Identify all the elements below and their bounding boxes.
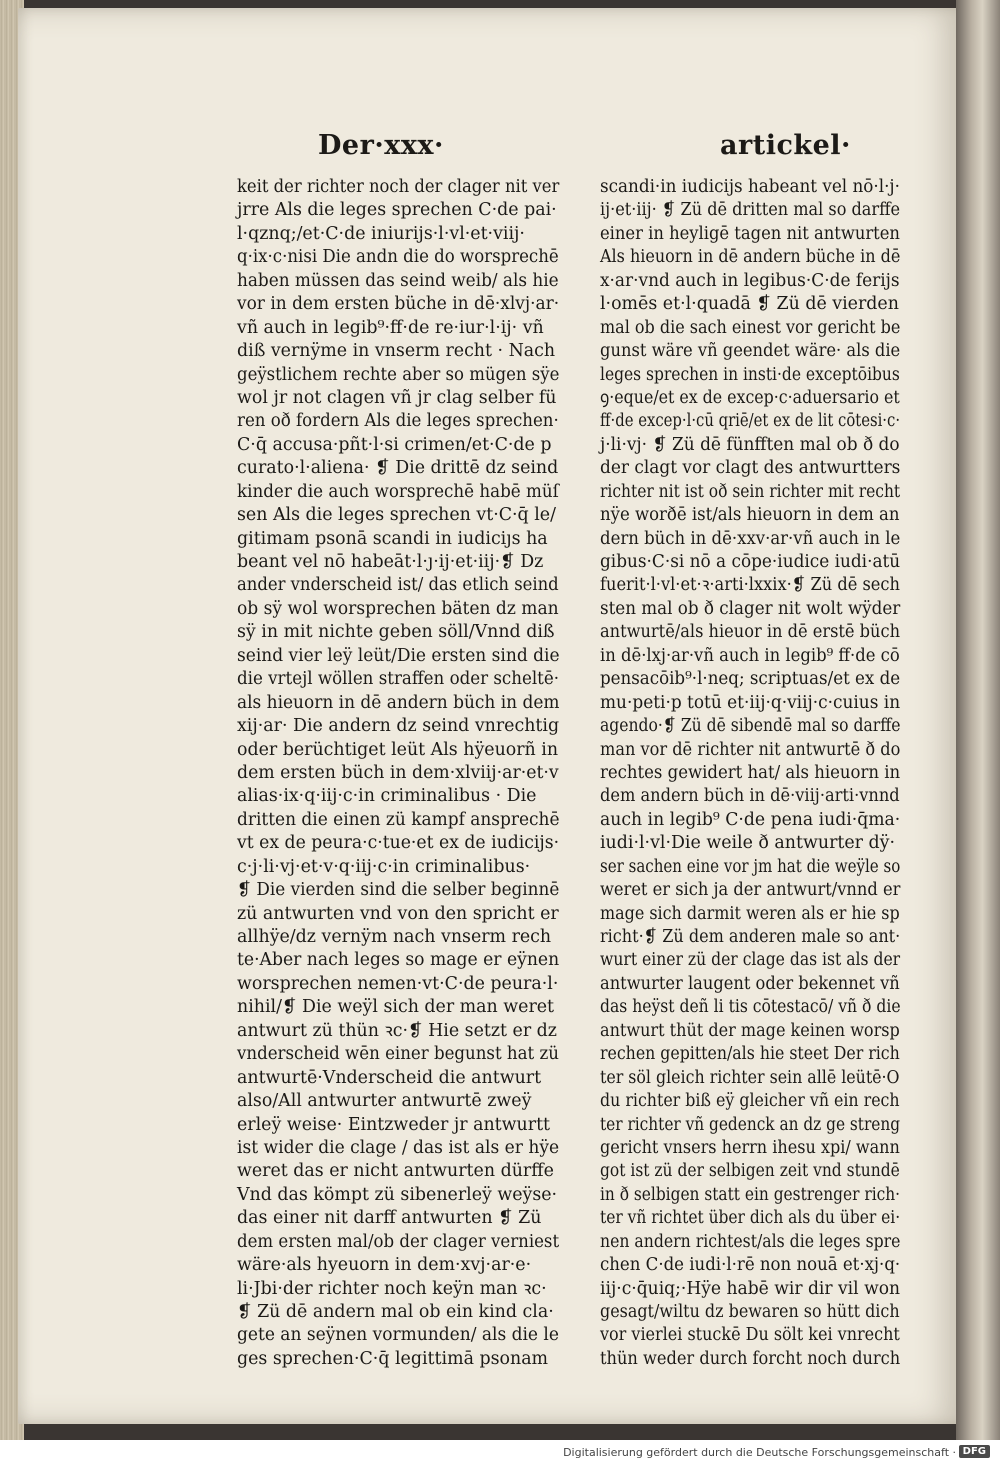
text-line: vor in dem ersten büche in dē·xlvj·ar· (237, 294, 560, 315)
text-line: ist wider die clage / das ist als er hÿe (237, 1137, 560, 1158)
text-line: antwurter laugent oder bekennet vñ (600, 973, 900, 994)
text-line: einer in heyligē tagen nit antwurten (600, 223, 900, 244)
text-line: auch in legib⁹ C·de pena iudi·q̄ma· (600, 809, 901, 830)
text-line: scandi·in iudicijs habeant vel nō·l·j· (600, 177, 900, 197)
text-line: dritten die einen zü kampf ansprechē (237, 809, 560, 830)
text-line: got ist zü der selbigen zeit vnd stundē (600, 1161, 900, 1182)
text-line: keit der richter noch der clager nit ver (237, 177, 560, 197)
text-line: ser sachen eine vor jm hat die weÿle so (600, 856, 901, 877)
text-column-left (237, 176, 559, 1371)
text-line: nihil/❡ Die weÿl sich der man weret (237, 997, 555, 1018)
text-line: ter söl gleich richter sein allē leütē·O (600, 1067, 900, 1088)
text-line: als hieuorn in dē andern büch in dem (237, 692, 560, 713)
text-line: agendo·❡ Zü dē sibendē mal so darffe (600, 716, 901, 737)
text-line: leges sprechen in insti·de exceptōibus (600, 364, 900, 385)
text-line: ter vñ richtet über dich als du über ei· (600, 1208, 901, 1229)
text-line: ob sÿ wol worsprechen bäten dz man (237, 598, 559, 619)
text-line: der clagt vor clagt des antwurtters (600, 458, 901, 479)
text-line: dem ersten mal/ob der clager verniest (237, 1231, 560, 1252)
text-line: richt·❡ Zü dem anderen male so ant· (600, 927, 901, 947)
text-line: die vrtejl wöllen straffen oder scheltē· (237, 669, 560, 690)
text-line: man vor dē richter nit antwurtē ð do (600, 739, 901, 760)
text-line: dem andern büch in dē·viij·arti·vnnd (600, 786, 900, 807)
running-header-left: Der·xxx· (318, 130, 444, 161)
footer-bar (0, 1440, 1000, 1467)
text-line: jrre Als die leges sprechen C·de pai· (237, 200, 557, 221)
text-line: du richter biß eÿ gleicher vñ ein rech (600, 1091, 900, 1112)
text-line: in dē·lxj·ar·vñ auch in legib⁹ ff·de cō (600, 645, 900, 666)
running-header-right: artickel· (720, 130, 851, 161)
text-line: weret er sich ja der antwurt/vnnd er (600, 880, 901, 901)
text-line: wol jr not clagen vñ jr clag selber fü (237, 387, 557, 408)
text-line: rechtes gewidert hat/ als hieuorn in (600, 762, 901, 783)
text-line: pensacōib⁹·l·neq; scriptuas/et ex de (600, 669, 901, 690)
text-line: mu·peti·p totū et·iij·q·viij·c·cuius in (600, 692, 901, 713)
text-line: erleÿ weise· Eintzweder jr antwurtt (237, 1114, 551, 1135)
book-spine-edge (956, 0, 1000, 1440)
text-line: l·omēs et·l·quadā ❡ Zü dē vierden (600, 294, 899, 315)
text-line: rechen gepitten/als hie steet Der rich (600, 1044, 900, 1065)
text-line: vñ auch in legib⁹·ff·de re·iur·l·ij· vñ (237, 317, 544, 338)
text-line: chen C·de iudi·l·rē non nouā et·xj·q· (600, 1255, 901, 1276)
text-line: ter richter vñ gedenck an dz ge streng (600, 1114, 901, 1135)
text-line: in ð selbigen statt ein gestrenger rich· (600, 1184, 901, 1205)
text-line: gete an seÿnen vormunden/ als die le (237, 1325, 559, 1346)
text-line: ❡ Zü dē andern mal ob ein kind cla· (237, 1302, 554, 1322)
text-line: richter nit ist oð sein richter mit recht (600, 481, 901, 502)
text-line: q·ix·c·nisi Die andn die do worsprechē (237, 247, 559, 268)
text-line: geÿstlichem rechte aber so mügen sÿe (237, 364, 560, 385)
text-line: sen Als die leges sprechen vt·C·q̄ le/ (237, 505, 556, 526)
text-line: ij·et·iij· ❡ Zü dē dritten mal so darffe (600, 200, 901, 221)
text-line: zü antwurten vnd von den spricht er (237, 903, 559, 924)
text-line: vnderscheid wēn einer begunst hat zü (237, 1044, 559, 1065)
text-line: allhÿe/dz vernÿm nach vnserm rech (237, 927, 552, 947)
text-line: ❡ Die vierden sind die selber beginnē (237, 880, 560, 901)
text-line: sÿ in mit nichte geben söll/Vnnd diß (237, 622, 555, 643)
text-line: also/All antwurter antwurtē zweÿ (237, 1091, 532, 1112)
text-line: li·Jbi·der richter noch keÿn man ꝛc· (237, 1278, 547, 1299)
text-line: ges sprechen·C·q̄ legittimā psonam (237, 1348, 549, 1369)
text-line: ff·de excep·l·cū qriē/et ex de lit cōtesi·c· (600, 411, 901, 432)
text-line: haben müssen das seind weib/ als hie (237, 270, 559, 291)
text-line: vt ex de peura·c·tue·et ex de iudicijs· (237, 833, 560, 854)
text-line: gibus·C·si nō a cōpe·iudice iudi·atū (600, 552, 901, 572)
text-line: xij·ar· Die andern dz seind vnrechtig (237, 716, 560, 737)
text-line: gericht vnsers herrn ihesu xpi/ wann (600, 1137, 900, 1158)
text-line: antwurt zü thün ꝛc·❡ Hie setzt er dz (237, 1020, 557, 1041)
text-line: iij·c·q̄uiq;·Hÿe habē wir dir vil won (600, 1278, 901, 1299)
text-line: curato·l·aliena· ❡ Die drittē dz seind (237, 458, 559, 479)
text-line: wäre·als hyeuorn in dem·xvj·ar·e· (237, 1255, 532, 1276)
text-line: gunst wäre vñ geendet wäre· als die (600, 341, 901, 362)
text-line: x·ar·vnd auch in legibus·C·de ferijs (600, 270, 900, 291)
text-line: antwurtē/als hieuor in dē erstē büch (600, 622, 901, 643)
text-line: nÿe worðē ist/als hieuorn in dem an (600, 505, 900, 526)
text-line: Als hieuorn in dē andern büche in dē (600, 247, 901, 268)
text-line: nen andern richtest/als die leges spre (600, 1231, 901, 1252)
text-line: sten mal ob ð clager nit wolt wÿder (600, 598, 901, 619)
text-line: ꝯ·eque/et ex de excep·c·aduersario et (600, 387, 900, 408)
text-line: antwurtē·Vnderscheid die antwurt (237, 1067, 542, 1088)
text-line: das einer nit darff antwurten ❡ Zü (237, 1208, 542, 1229)
text-line: gesagt/wiltu dz bewaren so hütt dich (600, 1302, 900, 1322)
text-line: worsprechen nemen·vt·C·de peura·l· (237, 973, 559, 994)
text-line: gitimam psonā scandi in iudiciȷs ha (237, 528, 548, 549)
text-line: Vnd das kömpt zü sibenerleÿ weÿse· (237, 1184, 558, 1205)
text-line: ren oð fordern Als die leges sprechen· (237, 411, 559, 432)
text-line: thün weder durch forcht noch durch (600, 1348, 901, 1369)
dfg-logo: DFG (959, 1445, 990, 1458)
text-line: weret das er nicht antwurten dürffe (237, 1161, 554, 1182)
funding-credit: Digitalisierung gefördert durch die Deutsche Forschungsgemeinschaft · (563, 1446, 956, 1459)
text-line: dern büch in dē·xxv·ar·vñ auch in le (600, 528, 901, 549)
text-line: das heÿst deñ li tis cōtestacō/ vñ ð die (600, 997, 901, 1018)
text-line: beant vel nō habeāt·l·ȷ·ij·et·iij·❡ Dz (237, 552, 544, 572)
text-line: l·qznq;/et·C·de iniurijs·l·vl·et·viij· (237, 223, 525, 244)
text-column-right (600, 176, 900, 1371)
text-line: alias·ix·q·iij·c·in criminalibus · Die (237, 786, 537, 807)
text-line: dem ersten büch in dem·xlviij·ar·et·v (237, 762, 559, 783)
text-line: wurt einer zü der clage das ist als der (600, 950, 901, 971)
text-line: kinder die auch worsprechē habē müſ (237, 481, 559, 502)
text-line: mage sich darmit weren als er hie sp (600, 903, 900, 924)
text-line: seind vier leÿ leüt/Die ersten sind die (237, 645, 560, 666)
text-line: antwurt thüt der mage keinen worsp (600, 1020, 900, 1041)
text-line: diß vernÿme in vnserm recht · Nach (237, 341, 556, 362)
text-line: te·Aber nach leges so mage er eÿnen (237, 950, 560, 971)
text-line: j·li·vj· ❡ Zü dē fünfften mal ob ð do (600, 434, 900, 455)
text-line: c·j·li·vj·et·v·q·iij·c·in criminalibus· (237, 856, 531, 877)
text-line: vor vierlei stuckē Du sölt kei vnrecht (600, 1325, 900, 1346)
text-line: C·q̄ accusa·pñt·l·si crimen/et·C·de p (237, 434, 552, 455)
text-line: mal ob die sach einest vor gericht be (600, 317, 901, 338)
text-line: oder berüchtiget leüt Als hÿeuorñ in (237, 739, 559, 760)
text-line: iudi·l·vl·Die weile ð antwurter dÿ· (600, 833, 895, 854)
text-line: ander vnderscheid ist/ das etlich seind (237, 575, 559, 596)
text-line: fuerit·l·vl·et·ꝛ·arti·lxxix·❡ Zü dē sech (600, 575, 900, 596)
